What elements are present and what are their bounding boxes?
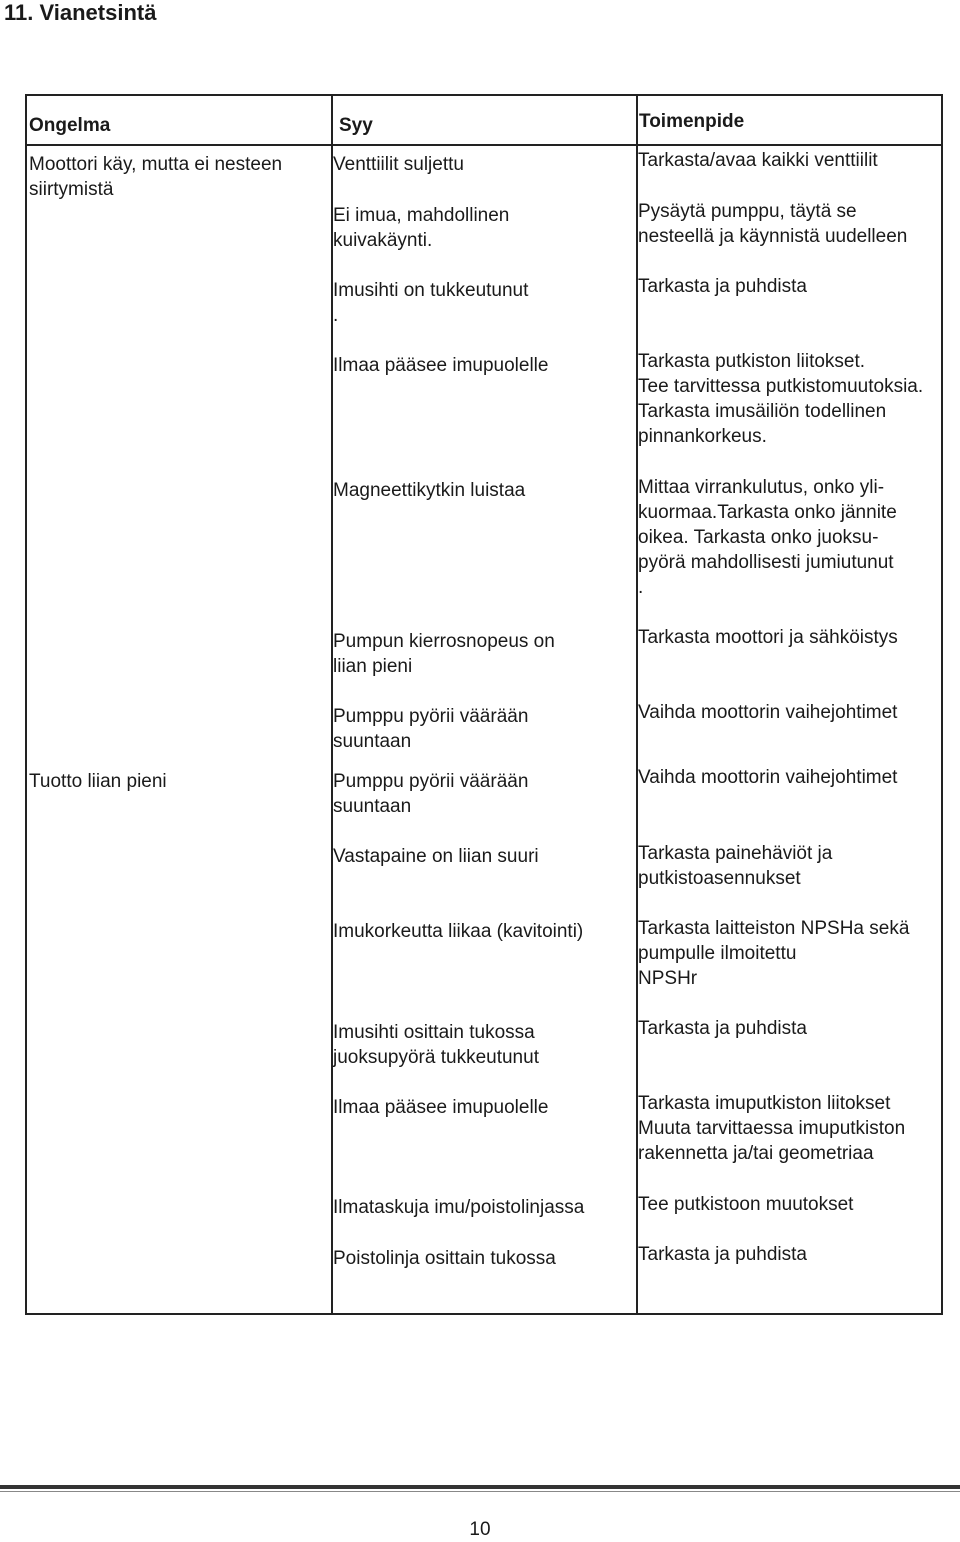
cause-cell: Imukorkeutta liikaa (kavitointi)	[333, 921, 584, 942]
action-cell: Pysäytä pumppu, täytä se nesteellä ja käynnistä uudelleen	[638, 201, 908, 247]
cause-cell: Pumppu pyörii väärään suuntaan	[333, 706, 529, 752]
action-cell: Tarkasta/avaa kaikki venttiilit	[638, 150, 878, 171]
header-action: Toimenpide	[639, 111, 745, 132]
cause-cell: Magneettikytkin luistaa	[333, 480, 526, 501]
cause-cell: Ei imua, mahdollinen kuivakäynti.	[333, 205, 510, 251]
cause-cell: Pumppu pyörii väärään suuntaan	[333, 771, 529, 817]
cause-cell: Ilmataskuja imu/poistolinjassa	[333, 1197, 585, 1218]
header-cause: Syy	[339, 115, 373, 136]
action-cell: Vaihda moottorin vaihejohtimet	[638, 702, 898, 723]
action-cell: Tarkasta imuputkiston liitokset Muuta tarvittaessa imuputkiston rakennetta ja/tai geometriaa	[638, 1093, 906, 1164]
action-cell: Tarkasta ja puhdista	[638, 1018, 807, 1039]
problem-cell: Tuotto liian pieni	[29, 771, 167, 792]
cause-cell: Pumpun kierrosnopeus on liian pieni	[333, 631, 555, 677]
header-row-divider	[27, 144, 941, 146]
page-number: 10	[469, 1519, 491, 1540]
cause-cell: Imusihti osittain tukossa juoksupyörä tukkeutunut	[333, 1022, 539, 1068]
cause-cell: Vastapaine on liian suuri	[333, 846, 539, 867]
cause-cell: Poistolinja osittain tukossa	[333, 1248, 556, 1269]
action-cell: Tarkasta putkiston liitokset. Tee tarvittessa putkistomuutoksia. Tarkasta imusäiliön todellinen pinnankorkeus.	[638, 351, 924, 447]
section-title: 11. Vianetsintä	[4, 0, 157, 25]
footer-rule-thin	[0, 1491, 960, 1492]
footer-rule	[0, 1485, 960, 1489]
cause-cell: Ilmaa pääsee imupuolelle	[333, 355, 549, 376]
cause-cell: Venttiilit suljettu	[333, 154, 464, 175]
action-cell: Tarkasta ja puhdista	[638, 276, 807, 297]
action-cell: Vaihda moottorin vaihejohtimet	[638, 767, 898, 788]
header-problem: Ongelma	[29, 115, 111, 136]
action-cell: Tarkasta painehäviöt ja putkistoasennukset	[638, 843, 833, 889]
action-cell: Mittaa virrankulutus, onko yli- kuormaa.Tarkasta onko jännite oikea. Tarkasta onko juoksu- pyörä mahdollisesti jumiutunut .	[638, 477, 897, 598]
problem-cell: Moottori käy, mutta ei nesteen siirtymistä	[29, 154, 283, 200]
action-cell: Tarkasta laitteiston NPSHa sekä pumpulle ilmoitettu NPSHr	[638, 918, 910, 989]
troubleshooting-table	[25, 94, 943, 1315]
cause-cell: Imusihti on tukkeutunut .	[333, 280, 529, 326]
action-cell: Tarkasta ja puhdista	[638, 1244, 807, 1265]
action-cell: Tee putkistoon muutokset	[638, 1194, 854, 1215]
cause-cell: Ilmaa pääsee imupuolelle	[333, 1097, 549, 1118]
action-cell: Tarkasta moottori ja sähköistys	[638, 627, 898, 648]
